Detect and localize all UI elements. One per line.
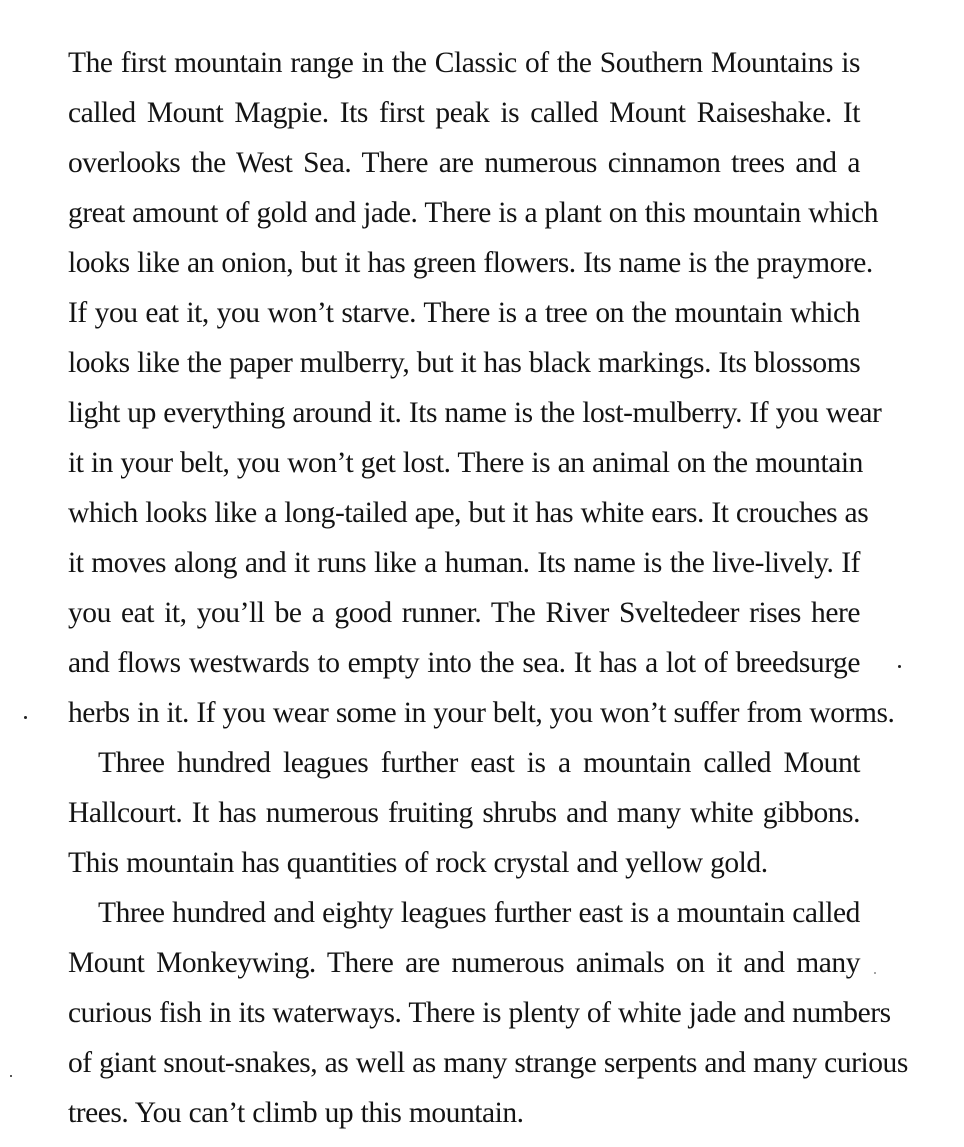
text-line: trees. You can’t climb up this mountain.: [68, 1097, 524, 1129]
text-line: looks like an onion, but it has green flowers. Its name is the praymore.: [68, 247, 873, 279]
text-line: and flows westwards to empty into the sea. It has a lot of breedsurge: [68, 647, 860, 679]
text-line: which looks like a long-tailed ape, but it has white ears. It crouches as: [68, 497, 869, 529]
text-line: of giant snout-snakes, as well as many strange serpents and many curious: [68, 1047, 908, 1079]
text-line: called Mount Magpie. Its first peak is called Mount Raiseshake. It: [68, 97, 860, 129]
text-line: Three hundred leagues further east is a mountain called Mount: [98, 747, 860, 779]
text-line: The first mountain range in the Classic of the Southern Mountains is: [68, 47, 860, 79]
text-line: curious fish in its waterways. There is plenty of white jade and numbers: [68, 997, 891, 1029]
text-line: it moves along and it runs like a human. Its name is the live-lively. If: [68, 547, 860, 579]
scan-speck: [24, 716, 27, 719]
text-line: Hallcourt. It has numerous fruiting shrubs and many white gibbons.: [68, 797, 860, 829]
text-line: great amount of gold and jade. There is a plant on this mountain which: [68, 197, 879, 229]
text-line: overlooks the West Sea. There are numerous cinnamon trees and a: [68, 147, 860, 179]
scan-speck: [10, 1075, 12, 1077]
text-line: This mountain has quantities of rock crystal and yellow gold.: [68, 847, 768, 879]
text-line: you eat it, you’ll be a good runner. The River Sveltedeer rises here: [68, 597, 860, 629]
text-line: Three hundred and eighty leagues further east is a mountain called: [98, 897, 860, 929]
text-line: light up everything around it. Its name is the lost-mulberry. If you wear: [68, 397, 882, 429]
text-line: Mount Monkeywing. There are numerous animals on it and many: [68, 947, 860, 979]
body-text: [68, 38, 908, 1138]
text-line: looks like the paper mulberry, but it has black markings. Its blossoms: [68, 347, 861, 379]
text-line: herbs in it. If you wear some in your belt, you won’t suffer from worms.: [68, 697, 895, 729]
text-line: it in your belt, you won’t get lost. There is an animal on the mountain: [68, 447, 863, 479]
text-line: If you eat it, you won’t starve. There is a tree on the mountain which: [68, 297, 860, 329]
scan-speck: [898, 665, 901, 668]
scan-speck: [874, 972, 876, 974]
